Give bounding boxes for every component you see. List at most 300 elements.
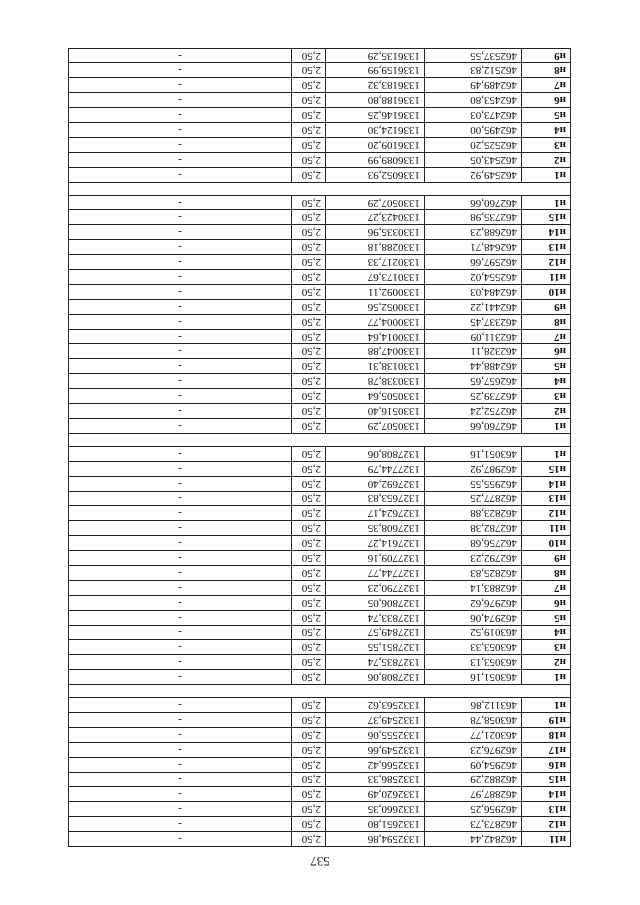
x-coordinate-cell: 462842,44 — [425, 832, 522, 847]
table-row — [69, 640, 571, 655]
x-coordinate-cell: 462954,09 — [425, 757, 522, 772]
accuracy-cell: 2,50 — [292, 565, 326, 580]
y-coordinate-cell: 1332660,35 — [326, 802, 425, 817]
point-cell: н14 — [522, 476, 571, 491]
note-cell: - — [69, 270, 292, 285]
table-row — [69, 817, 571, 832]
table-row — [69, 359, 571, 374]
table-row — [69, 832, 571, 847]
point-cell: н8 — [522, 63, 571, 78]
point-cell: н12 — [522, 506, 571, 521]
x-coordinate-cell: 462488,44 — [425, 359, 522, 374]
point-cell: н4 — [522, 625, 571, 640]
point-cell: н16 — [522, 757, 571, 772]
note-cell: - — [69, 521, 292, 536]
point-cell: н3 — [522, 389, 571, 404]
point-cell: н8 — [522, 565, 571, 580]
y-coordinate-cell: 1327709,16 — [326, 551, 425, 566]
accuracy-cell: 2,50 — [292, 210, 326, 225]
y-coordinate-cell: 1330505,64 — [326, 389, 425, 404]
x-coordinate-cell: 462311,09 — [425, 329, 522, 344]
table-row — [69, 404, 571, 419]
y-coordinate-cell: 1330423,27 — [326, 210, 425, 225]
accuracy-cell: 2,50 — [292, 772, 326, 787]
x-coordinate-cell: 463053,33 — [425, 640, 522, 655]
y-coordinate-cell: 1332620,49 — [326, 787, 425, 802]
y-coordinate-cell: 1327808,06 — [326, 446, 425, 461]
coordinates-table-body — [69, 48, 571, 846]
y-coordinate-cell: 1327624,17 — [326, 506, 425, 521]
table-row — [69, 802, 571, 817]
point-cell: н1 — [522, 418, 571, 433]
accuracy-cell: 2,50 — [292, 314, 326, 329]
accuracy-cell: 2,50 — [292, 712, 326, 727]
note-cell: - — [69, 757, 292, 772]
accuracy-cell: 2,50 — [292, 48, 326, 63]
table-row — [69, 284, 571, 299]
accuracy-cell: 2,50 — [292, 240, 326, 255]
note-cell: - — [69, 565, 292, 580]
accuracy-cell: 2,50 — [292, 506, 326, 521]
note-cell: - — [69, 48, 292, 63]
x-coordinate-cell: 462760,66 — [425, 418, 522, 433]
point-cell: н15 — [522, 772, 571, 787]
y-coordinate-cell: 1332586,33 — [326, 772, 425, 787]
x-coordinate-cell: 462752,24 — [425, 404, 522, 419]
point-cell: н1 — [522, 698, 571, 713]
x-coordinate-cell: 463051,16 — [425, 446, 522, 461]
point-cell: н4 — [522, 123, 571, 138]
x-coordinate-cell: 462877,25 — [425, 491, 522, 506]
point-cell: н1 — [522, 195, 571, 210]
accuracy-cell: 2,50 — [292, 670, 326, 685]
y-coordinate-cell: 1330138,31 — [326, 359, 425, 374]
table-row — [69, 225, 571, 240]
point-cell: н6 — [522, 344, 571, 359]
table-row — [69, 580, 571, 595]
accuracy-cell: 2,50 — [292, 727, 326, 742]
accuracy-cell: 2,50 — [292, 640, 326, 655]
section-separator-row — [69, 433, 571, 446]
note-cell: - — [69, 817, 292, 832]
accuracy-cell: 2,50 — [292, 389, 326, 404]
table-row — [69, 167, 571, 182]
table-row — [69, 742, 571, 757]
separator-cell — [69, 182, 571, 195]
table-row — [69, 48, 571, 63]
note-cell: - — [69, 551, 292, 566]
accuracy-cell: 2,50 — [292, 329, 326, 344]
point-cell: н7 — [522, 329, 571, 344]
point-cell: н2 — [522, 404, 571, 419]
note-cell: - — [69, 625, 292, 640]
x-coordinate-cell: 462484,03 — [425, 284, 522, 299]
page-number: 537 — [310, 854, 330, 869]
y-coordinate-cell: 1336146,25 — [326, 108, 425, 123]
y-coordinate-cell: 1327692,40 — [326, 476, 425, 491]
accuracy-cell: 2,50 — [292, 93, 326, 108]
note-cell: - — [69, 832, 292, 847]
point-cell: н17 — [522, 742, 571, 757]
accuracy-cell: 2,50 — [292, 344, 326, 359]
y-coordinate-cell: 1332594,86 — [326, 832, 425, 847]
y-coordinate-cell: 1336124,30 — [326, 123, 425, 138]
note-cell: - — [69, 167, 292, 182]
point-cell: н15 — [522, 461, 571, 476]
table-row — [69, 670, 571, 685]
x-coordinate-cell: 462735,98 — [425, 210, 522, 225]
table-row — [69, 536, 571, 551]
y-coordinate-cell: 1327790,23 — [326, 580, 425, 595]
point-cell: н10 — [522, 536, 571, 551]
accuracy-cell: 2,50 — [292, 284, 326, 299]
y-coordinate-cell: 1336089,99 — [326, 152, 425, 167]
point-cell: н10 — [522, 284, 571, 299]
y-coordinate-cell: 1327608,35 — [326, 521, 425, 536]
y-coordinate-cell: 1336135,29 — [326, 48, 425, 63]
table-row — [69, 137, 571, 152]
note-cell: - — [69, 698, 292, 713]
point-cell: н14 — [522, 225, 571, 240]
point-cell: н11 — [522, 270, 571, 285]
table-row — [69, 418, 571, 433]
table-row — [69, 123, 571, 138]
accuracy-cell: 2,50 — [292, 832, 326, 847]
x-coordinate-cell: 462495,00 — [425, 123, 522, 138]
accuracy-cell: 2,50 — [292, 787, 326, 802]
table-row — [69, 389, 571, 404]
point-cell: н13 — [522, 802, 571, 817]
x-coordinate-cell: 462792,23 — [425, 551, 522, 566]
note-cell: - — [69, 78, 292, 93]
point-cell: н2 — [522, 152, 571, 167]
note-cell: - — [69, 123, 292, 138]
note-cell: - — [69, 595, 292, 610]
table-row — [69, 625, 571, 640]
note-cell: - — [69, 418, 292, 433]
table-row — [69, 446, 571, 461]
note-cell: - — [69, 240, 292, 255]
note-cell: - — [69, 210, 292, 225]
x-coordinate-cell: 462337,45 — [425, 314, 522, 329]
point-cell: н6 — [522, 595, 571, 610]
accuracy-cell: 2,50 — [292, 359, 326, 374]
point-cell: н6 — [522, 93, 571, 108]
note-cell: - — [69, 108, 292, 123]
note-cell: - — [69, 389, 292, 404]
y-coordinate-cell: 1332563,62 — [326, 698, 425, 713]
table-row — [69, 787, 571, 802]
x-coordinate-cell: 462441,22 — [425, 299, 522, 314]
point-cell: н14 — [522, 787, 571, 802]
note-cell: - — [69, 329, 292, 344]
table-row — [69, 314, 571, 329]
accuracy-cell: 2,50 — [292, 551, 326, 566]
point-cell: н7 — [522, 78, 571, 93]
note-cell: - — [69, 506, 292, 521]
accuracy-cell: 2,50 — [292, 655, 326, 670]
x-coordinate-cell: 462823,88 — [425, 506, 522, 521]
y-coordinate-cell: 1327851,55 — [326, 640, 425, 655]
point-cell: н12 — [522, 817, 571, 832]
table-row — [69, 78, 571, 93]
x-coordinate-cell: 462512,83 — [425, 63, 522, 78]
x-coordinate-cell: 462760,66 — [425, 195, 522, 210]
accuracy-cell: 2,50 — [292, 742, 326, 757]
y-coordinate-cell: 1330052,56 — [326, 299, 425, 314]
accuracy-cell: 2,50 — [292, 802, 326, 817]
point-cell: н5 — [522, 359, 571, 374]
x-coordinate-cell: 462887,97 — [425, 787, 522, 802]
x-coordinate-cell: 462648,71 — [425, 240, 522, 255]
point-cell: н19 — [522, 712, 571, 727]
note-cell: - — [69, 137, 292, 152]
point-cell: н5 — [522, 108, 571, 123]
x-coordinate-cell: 462657,65 — [425, 374, 522, 389]
x-coordinate-cell: 463112,86 — [425, 698, 522, 713]
table-row — [69, 240, 571, 255]
point-cell: н4 — [522, 374, 571, 389]
accuracy-cell: 2,50 — [292, 625, 326, 640]
accuracy-cell: 2,50 — [292, 446, 326, 461]
note-cell: - — [69, 63, 292, 78]
table-row — [69, 595, 571, 610]
x-coordinate-cell: 463021,77 — [425, 727, 522, 742]
table-row — [69, 551, 571, 566]
note-cell: - — [69, 374, 292, 389]
y-coordinate-cell: 1330507,29 — [326, 195, 425, 210]
table-row — [69, 772, 571, 787]
accuracy-cell: 2,50 — [292, 152, 326, 167]
y-coordinate-cell: 1327808,06 — [326, 670, 425, 685]
note-cell: - — [69, 476, 292, 491]
y-coordinate-cell: 1330173,67 — [326, 270, 425, 285]
table-row — [69, 757, 571, 772]
table-row — [69, 270, 571, 285]
x-coordinate-cell: 462883,14 — [425, 580, 522, 595]
table-row — [69, 521, 571, 536]
y-coordinate-cell: 1330092,11 — [326, 284, 425, 299]
table-row — [69, 712, 571, 727]
note-cell: - — [69, 299, 292, 314]
point-cell: н11 — [522, 521, 571, 536]
x-coordinate-cell: 462974,06 — [425, 610, 522, 625]
y-coordinate-cell: 1332566,42 — [326, 757, 425, 772]
x-coordinate-cell: 463058,78 — [425, 712, 522, 727]
table-row — [69, 210, 571, 225]
note-cell: - — [69, 536, 292, 551]
accuracy-cell: 2,50 — [292, 698, 326, 713]
y-coordinate-cell: 1330014,64 — [326, 329, 425, 344]
x-coordinate-cell: 462543,05 — [425, 152, 522, 167]
y-coordinate-cell: 1330288,18 — [326, 240, 425, 255]
note-cell: - — [69, 742, 292, 757]
accuracy-cell: 2,50 — [292, 595, 326, 610]
separator-cell — [69, 685, 571, 698]
y-coordinate-cell: 1327849,57 — [326, 625, 425, 640]
y-coordinate-cell: 1336183,32 — [326, 78, 425, 93]
x-coordinate-cell: 462976,62 — [425, 595, 522, 610]
y-coordinate-cell: 1336188,80 — [326, 93, 425, 108]
y-coordinate-cell: 1330507,29 — [326, 418, 425, 433]
accuracy-cell: 2,50 — [292, 299, 326, 314]
x-coordinate-cell: 462554,02 — [425, 270, 522, 285]
accuracy-cell: 2,50 — [292, 123, 326, 138]
y-coordinate-cell: 1327653,83 — [326, 491, 425, 506]
note-cell: - — [69, 787, 292, 802]
table-row — [69, 727, 571, 742]
x-coordinate-cell: 462537,55 — [425, 48, 522, 63]
y-coordinate-cell: 1332549,37 — [326, 712, 425, 727]
x-coordinate-cell: 462688,23 — [425, 225, 522, 240]
note-cell: - — [69, 772, 292, 787]
point-cell: н1 — [522, 167, 571, 182]
table-row — [69, 491, 571, 506]
note-cell: - — [69, 344, 292, 359]
table-row — [69, 195, 571, 210]
point-cell: н8 — [522, 314, 571, 329]
x-coordinate-cell: 462882,29 — [425, 772, 522, 787]
x-coordinate-cell: 462955,55 — [425, 476, 522, 491]
x-coordinate-cell: 462782,38 — [425, 521, 522, 536]
y-coordinate-cell: 1330335,96 — [326, 225, 425, 240]
point-cell: н12 — [522, 255, 571, 270]
x-coordinate-cell: 462473,03 — [425, 108, 522, 123]
note-cell: - — [69, 491, 292, 506]
accuracy-cell: 2,50 — [292, 167, 326, 182]
x-coordinate-cell: 462976,23 — [425, 742, 522, 757]
point-cell: н1 — [522, 446, 571, 461]
y-coordinate-cell: 1332651,80 — [326, 817, 425, 832]
accuracy-cell: 2,50 — [292, 610, 326, 625]
accuracy-cell: 2,50 — [292, 491, 326, 506]
accuracy-cell: 2,50 — [292, 580, 326, 595]
x-coordinate-cell: 462453,80 — [425, 93, 522, 108]
y-coordinate-cell: 1330047,88 — [326, 344, 425, 359]
note-cell: - — [69, 314, 292, 329]
x-coordinate-cell: 462956,25 — [425, 802, 522, 817]
point-cell: н13 — [522, 240, 571, 255]
y-coordinate-cell: 1332555,06 — [326, 727, 425, 742]
accuracy-cell: 2,50 — [292, 63, 326, 78]
section-separator-row — [69, 182, 571, 195]
y-coordinate-cell: 1330217,33 — [326, 255, 425, 270]
point-cell: н9 — [522, 48, 571, 63]
accuracy-cell: 2,50 — [292, 521, 326, 536]
note-cell: - — [69, 359, 292, 374]
x-coordinate-cell: 462489,49 — [425, 78, 522, 93]
point-cell: н18 — [522, 727, 571, 742]
accuracy-cell: 2,50 — [292, 255, 326, 270]
y-coordinate-cell: 1327833,74 — [326, 610, 425, 625]
x-coordinate-cell: 462756,68 — [425, 536, 522, 551]
accuracy-cell: 2,50 — [292, 817, 326, 832]
x-coordinate-cell: 462825,83 — [425, 565, 522, 580]
x-coordinate-cell: 462987,92 — [425, 461, 522, 476]
table-row — [69, 255, 571, 270]
accuracy-cell: 2,50 — [292, 225, 326, 240]
note-cell: - — [69, 446, 292, 461]
point-cell: н3 — [522, 137, 571, 152]
y-coordinate-cell: 1327614,27 — [326, 536, 425, 551]
table-row — [69, 152, 571, 167]
point-cell: н9 — [522, 299, 571, 314]
y-coordinate-cell: 1327835,74 — [326, 655, 425, 670]
note-cell: - — [69, 610, 292, 625]
note-cell: - — [69, 580, 292, 595]
note-cell: - — [69, 670, 292, 685]
section-separator-row — [69, 685, 571, 698]
separator-cell — [69, 433, 571, 446]
point-cell: н15 — [522, 210, 571, 225]
table-row — [69, 63, 571, 78]
y-coordinate-cell: 1336109,20 — [326, 137, 425, 152]
note-cell: - — [69, 404, 292, 419]
note-cell: - — [69, 195, 292, 210]
table-row — [69, 329, 571, 344]
accuracy-cell: 2,50 — [292, 195, 326, 210]
point-cell: н7 — [522, 580, 571, 595]
y-coordinate-cell: 1336052,93 — [326, 167, 425, 182]
note-cell: - — [69, 712, 292, 727]
point-cell: н11 — [522, 832, 571, 847]
point-cell: н13 — [522, 491, 571, 506]
accuracy-cell: 2,50 — [292, 78, 326, 93]
accuracy-cell: 2,50 — [292, 536, 326, 551]
note-cell: - — [69, 255, 292, 270]
table-row — [69, 655, 571, 670]
accuracy-cell: 2,50 — [292, 476, 326, 491]
table-row — [69, 108, 571, 123]
y-coordinate-cell: 1327744,77 — [326, 565, 425, 580]
x-coordinate-cell: 463053,13 — [425, 655, 522, 670]
x-coordinate-cell: 463019,52 — [425, 625, 522, 640]
table-row — [69, 698, 571, 713]
note-cell: - — [69, 93, 292, 108]
x-coordinate-cell: 462873,73 — [425, 817, 522, 832]
y-coordinate-cell: 1336159,99 — [326, 63, 425, 78]
note-cell: - — [69, 802, 292, 817]
y-coordinate-cell: 1330516,40 — [326, 404, 425, 419]
table-row — [69, 374, 571, 389]
accuracy-cell: 2,50 — [292, 461, 326, 476]
table-row — [69, 565, 571, 580]
table-row — [69, 299, 571, 314]
accuracy-cell: 2,50 — [292, 137, 326, 152]
x-coordinate-cell: 462525,20 — [425, 137, 522, 152]
note-cell: - — [69, 655, 292, 670]
note-cell: - — [69, 284, 292, 299]
table-row — [69, 476, 571, 491]
note-cell: - — [69, 225, 292, 240]
accuracy-cell: 2,50 — [292, 418, 326, 433]
point-cell: н3 — [522, 640, 571, 655]
table-row — [69, 344, 571, 359]
accuracy-cell: 2,50 — [292, 757, 326, 772]
accuracy-cell: 2,50 — [292, 374, 326, 389]
coordinates-table — [68, 48, 571, 847]
table-row — [69, 506, 571, 521]
note-cell: - — [69, 461, 292, 476]
note-cell: - — [69, 640, 292, 655]
y-coordinate-cell: 1330338,78 — [326, 374, 425, 389]
x-coordinate-cell: 462328,11 — [425, 344, 522, 359]
note-cell: - — [69, 152, 292, 167]
accuracy-cell: 2,50 — [292, 270, 326, 285]
accuracy-cell: 2,50 — [292, 404, 326, 419]
y-coordinate-cell: 1330004,77 — [326, 314, 425, 329]
x-coordinate-cell: 462597,66 — [425, 255, 522, 270]
